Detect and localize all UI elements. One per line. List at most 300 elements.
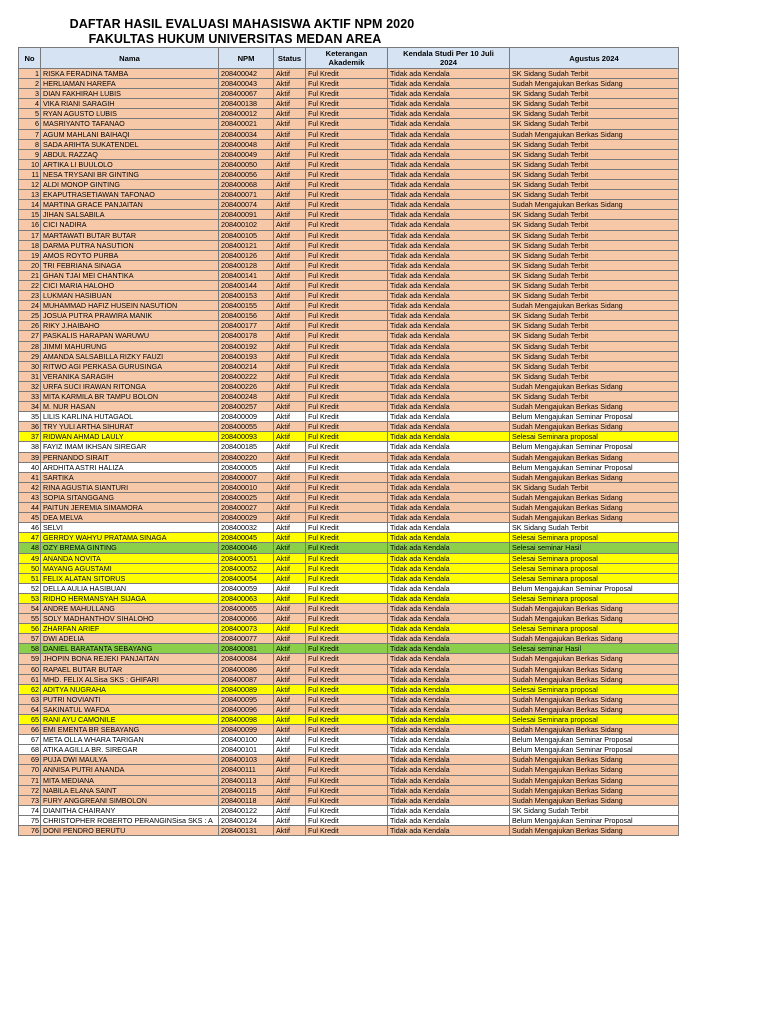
cell-agustus: SK Sidang Sudah Terbit — [510, 331, 679, 341]
cell-kendala: Tidak ada Kendala — [388, 543, 510, 553]
cell-kendala: Tidak ada Kendala — [388, 99, 510, 109]
cell-keterangan: Ful Kredit — [306, 250, 388, 260]
cell-keterangan: Ful Kredit — [306, 69, 388, 79]
cell-kendala: Tidak ada Kendala — [388, 180, 510, 190]
table-row — [19, 260, 679, 270]
cell-npm: 208400222 — [219, 371, 274, 381]
cell-npm: 208400045 — [219, 533, 274, 543]
table-row — [19, 826, 679, 836]
cell-nama: RANI AYU CAMONILE — [41, 715, 219, 725]
cell-npm: 208400010 — [219, 482, 274, 492]
cell-npm: 208400005 — [219, 462, 274, 472]
cell-kendala: Tidak ada Kendala — [388, 311, 510, 321]
cell-npm: 208400046 — [219, 543, 274, 553]
cell-npm: 208400115 — [219, 785, 274, 795]
cell-npm: 208400050 — [219, 159, 274, 169]
cell-keterangan: Ful Kredit — [306, 270, 388, 280]
cell-status: Aktif — [274, 624, 306, 634]
cell-agustus: SK Sidang Sudah Terbit — [510, 523, 679, 533]
cell-agustus: SK Sidang Sudah Terbit — [510, 250, 679, 260]
table-row — [19, 563, 679, 573]
cell-no: 12 — [19, 180, 41, 190]
cell-agustus: SK Sidang Sudah Terbit — [510, 159, 679, 169]
cell-no: 58 — [19, 644, 41, 654]
cell-npm: 208400087 — [219, 674, 274, 684]
cell-kendala: Tidak ada Kendala — [388, 200, 510, 210]
table-row — [19, 725, 679, 735]
cell-npm: 208400178 — [219, 331, 274, 341]
cell-nama: SAKINATUL WAFDA — [41, 704, 219, 714]
cell-status: Aktif — [274, 412, 306, 422]
cell-status: Aktif — [274, 402, 306, 412]
cell-npm: 208400100 — [219, 735, 274, 745]
cell-agustus: SK Sidang Sudah Terbit — [510, 180, 679, 190]
cell-agustus: Sudah Mengajukan Berkas Sidang — [510, 725, 679, 735]
cell-nama: AMOS ROYTO PURBA — [41, 250, 219, 260]
cell-npm: 208400084 — [219, 654, 274, 664]
cell-no: 61 — [19, 674, 41, 684]
table-row — [19, 381, 679, 391]
cell-kendala: Tidak ada Kendala — [388, 432, 510, 442]
cell-no: 52 — [19, 583, 41, 593]
cell-status: Aktif — [274, 553, 306, 563]
table-row — [19, 220, 679, 230]
cell-nama: DIANITHA CHAIRANY — [41, 805, 219, 815]
cell-nama: ADITYA NUGRAHA — [41, 684, 219, 694]
cell-kendala: Tidak ada Kendala — [388, 442, 510, 452]
cell-kendala: Tidak ada Kendala — [388, 260, 510, 270]
cell-kendala: Tidak ada Kendala — [388, 392, 510, 402]
cell-kendala: Tidak ada Kendala — [388, 553, 510, 563]
cell-keterangan: Ful Kredit — [306, 311, 388, 321]
table-row — [19, 482, 679, 492]
cell-keterangan: Ful Kredit — [306, 392, 388, 402]
cell-keterangan: Ful Kredit — [306, 321, 388, 331]
cell-no: 76 — [19, 826, 41, 836]
cell-status: Aktif — [274, 321, 306, 331]
cell-npm: 208400257 — [219, 402, 274, 412]
table-row — [19, 240, 679, 250]
cell-kendala: Tidak ada Kendala — [388, 240, 510, 250]
cell-agustus: Belum Mengajukan Seminar Proposal — [510, 462, 679, 472]
table-row — [19, 805, 679, 815]
cell-status: Aktif — [274, 543, 306, 553]
cell-status: Aktif — [274, 492, 306, 502]
table-row — [19, 694, 679, 704]
table-row — [19, 250, 679, 260]
cell-kendala: Tidak ada Kendala — [388, 603, 510, 613]
cell-no: 41 — [19, 472, 41, 482]
cell-no: 66 — [19, 725, 41, 735]
cell-npm: 208400095 — [219, 694, 274, 704]
cell-keterangan: Ful Kredit — [306, 664, 388, 674]
table-row — [19, 321, 679, 331]
cell-nama: DELLA AULIA HASIBUAN — [41, 583, 219, 593]
cell-keterangan: Ful Kredit — [306, 533, 388, 543]
cell-kendala: Tidak ada Kendala — [388, 230, 510, 240]
cell-nama: ATIKA AGILLA BR. SIREGAR — [41, 745, 219, 755]
cell-agustus: Selesai seminar Hasil — [510, 644, 679, 654]
col-header-keterangan: Keterangan Akademik — [306, 48, 388, 69]
cell-keterangan: Ful Kredit — [306, 280, 388, 290]
cell-agustus: SK Sidang Sudah Terbit — [510, 321, 679, 331]
cell-agustus: Sudah Mengajukan Berkas Sidang — [510, 694, 679, 704]
cell-kendala: Tidak ada Kendala — [388, 694, 510, 704]
cell-keterangan: Ful Kredit — [306, 563, 388, 573]
cell-npm: 208400141 — [219, 270, 274, 280]
cell-status: Aktif — [274, 190, 306, 200]
cell-keterangan: Ful Kredit — [306, 200, 388, 210]
cell-npm: 208400131 — [219, 826, 274, 836]
cell-nama: PERNANDO SIRAIT — [41, 452, 219, 462]
cell-no: 26 — [19, 321, 41, 331]
cell-agustus: Belum Mengajukan Seminar Proposal — [510, 745, 679, 755]
cell-agustus: Sudah Mengajukan Berkas Sidang — [510, 775, 679, 785]
cell-no: 15 — [19, 210, 41, 220]
cell-nama: CICI MARIA HALOHO — [41, 280, 219, 290]
cell-status: Aktif — [274, 462, 306, 472]
cell-npm: 208400089 — [219, 684, 274, 694]
cell-no: 28 — [19, 341, 41, 351]
cell-kendala: Tidak ada Kendala — [388, 341, 510, 351]
cell-kendala: Tidak ada Kendala — [388, 250, 510, 260]
cell-kendala: Tidak ada Kendala — [388, 321, 510, 331]
cell-nama: META OLLA WHARA TARIGAN — [41, 735, 219, 745]
cell-kendala: Tidak ada Kendala — [388, 190, 510, 200]
cell-no: 63 — [19, 694, 41, 704]
cell-npm: 208400248 — [219, 392, 274, 402]
cell-no: 27 — [19, 331, 41, 341]
cell-status: Aktif — [274, 230, 306, 240]
cell-status: Aktif — [274, 785, 306, 795]
cell-nama: RIKY J.HAIBAHO — [41, 321, 219, 331]
cell-kendala: Tidak ada Kendala — [388, 795, 510, 805]
table-row — [19, 664, 679, 674]
table-row — [19, 704, 679, 714]
cell-nama: FAYIZ IMAM IKHSAN SIREGAR — [41, 442, 219, 452]
cell-no: 1 — [19, 69, 41, 79]
cell-npm: 208400111 — [219, 765, 274, 775]
cell-status: Aktif — [274, 129, 306, 139]
cell-agustus: SK Sidang Sudah Terbit — [510, 361, 679, 371]
table-row — [19, 341, 679, 351]
cell-keterangan: Ful Kredit — [306, 503, 388, 513]
cell-nama: ALDI MONOP GINTING — [41, 180, 219, 190]
cell-agustus: Sudah Mengajukan Berkas Sidang — [510, 826, 679, 836]
cell-agustus: SK Sidang Sudah Terbit — [510, 371, 679, 381]
table-row — [19, 543, 679, 553]
cell-kendala: Tidak ada Kendala — [388, 533, 510, 543]
cell-nama: JIMMI MAHURUNG — [41, 341, 219, 351]
cell-no: 43 — [19, 492, 41, 502]
cell-no: 2 — [19, 79, 41, 89]
cell-agustus: Selesai Seminara proposal — [510, 593, 679, 603]
cell-agustus: SK Sidang Sudah Terbit — [510, 210, 679, 220]
cell-nama: SOLY MADHANTHOV SIHALOHO — [41, 614, 219, 624]
cell-keterangan: Ful Kredit — [306, 402, 388, 412]
cell-agustus: Selesai seminar Hasil — [510, 543, 679, 553]
cell-agustus: Selesai Seminara proposal — [510, 684, 679, 694]
cell-npm: 208400093 — [219, 432, 274, 442]
cell-kendala: Tidak ada Kendala — [388, 593, 510, 603]
cell-no: 16 — [19, 220, 41, 230]
cell-nama: SOPIA SITANGGANG — [41, 492, 219, 502]
cell-nama: DEA MELVA — [41, 513, 219, 523]
table-row — [19, 311, 679, 321]
cell-kendala: Tidak ada Kendala — [388, 210, 510, 220]
cell-keterangan: Ful Kredit — [306, 523, 388, 533]
cell-nama: M. NUR HASAN — [41, 402, 219, 412]
cell-nama: JIHAN SALSABILA — [41, 210, 219, 220]
cell-npm: 208400099 — [219, 725, 274, 735]
cell-no: 29 — [19, 351, 41, 361]
cell-kendala: Tidak ada Kendala — [388, 725, 510, 735]
cell-status: Aktif — [274, 826, 306, 836]
cell-nama: RITWO AGI PERKASA GURUSINGA — [41, 361, 219, 371]
table-row — [19, 624, 679, 634]
cell-npm: 208400066 — [219, 614, 274, 624]
cell-no: 7 — [19, 129, 41, 139]
cell-agustus: Sudah Mengajukan Berkas Sidang — [510, 301, 679, 311]
table-row — [19, 291, 679, 301]
cell-no: 35 — [19, 412, 41, 422]
cell-keterangan: Ful Kredit — [306, 735, 388, 745]
cell-npm: 208400138 — [219, 99, 274, 109]
cell-agustus: Sudah Mengajukan Berkas Sidang — [510, 795, 679, 805]
cell-nama: HERLIAMAN HAREFA — [41, 79, 219, 89]
cell-status: Aktif — [274, 291, 306, 301]
cell-npm: 208400103 — [219, 755, 274, 765]
cell-status: Aktif — [274, 280, 306, 290]
cell-agustus: Selesai Seminara proposal — [510, 563, 679, 573]
cell-status: Aktif — [274, 210, 306, 220]
cell-kendala: Tidak ada Kendala — [388, 654, 510, 664]
cell-npm: 208400096 — [219, 704, 274, 714]
table-row — [19, 523, 679, 533]
cell-npm: 208400226 — [219, 381, 274, 391]
cell-agustus: SK Sidang Sudah Terbit — [510, 341, 679, 351]
cell-nama: PASKALIS HARAPAN WARUWU — [41, 331, 219, 341]
table-row — [19, 533, 679, 543]
cell-nama: PUJA DWI MAULYA — [41, 755, 219, 765]
cell-keterangan: Ful Kredit — [306, 240, 388, 250]
cell-npm: 208400067 — [219, 89, 274, 99]
cell-nama: LUKMAN HASIBUAN — [41, 291, 219, 301]
cell-npm: 208400128 — [219, 260, 274, 270]
cell-no: 4 — [19, 99, 41, 109]
cell-keterangan: Ful Kredit — [306, 634, 388, 644]
table-row — [19, 432, 679, 442]
table-row — [19, 149, 679, 159]
cell-agustus: SK Sidang Sudah Terbit — [510, 220, 679, 230]
cell-kendala: Tidak ada Kendala — [388, 664, 510, 674]
table-row — [19, 775, 679, 785]
table-row — [19, 169, 679, 179]
cell-nama: JOSUA PUTRA PRAWIRA MANIK — [41, 311, 219, 321]
cell-kendala: Tidak ada Kendala — [388, 815, 510, 825]
cell-keterangan: Ful Kredit — [306, 472, 388, 482]
cell-kendala: Tidak ada Kendala — [388, 220, 510, 230]
cell-no: 33 — [19, 392, 41, 402]
cell-npm: 208400101 — [219, 745, 274, 755]
cell-npm: 208400055 — [219, 422, 274, 432]
cell-nama: AMANDA SALSABILLA RIZKY FAUZI — [41, 351, 219, 361]
cell-no: 69 — [19, 755, 41, 765]
cell-no: 24 — [19, 301, 41, 311]
cell-npm: 208400049 — [219, 149, 274, 159]
table-row — [19, 119, 679, 129]
cell-status: Aktif — [274, 311, 306, 321]
cell-kendala: Tidak ada Kendala — [388, 422, 510, 432]
cell-nama: MITA KARMILA BR TAMPU BOLON — [41, 392, 219, 402]
cell-no: 32 — [19, 381, 41, 391]
title-line-1: DAFTAR HASIL EVALUASI MAHASISWA AKTIF NPM 2020 — [69, 17, 415, 31]
cell-agustus: SK Sidang Sudah Terbit — [510, 351, 679, 361]
col-header-agustus: Agustus 2024 — [510, 48, 679, 69]
table-row — [19, 190, 679, 200]
cell-keterangan: Ful Kredit — [306, 159, 388, 169]
cell-keterangan: Ful Kredit — [306, 492, 388, 502]
cell-no: 71 — [19, 775, 41, 785]
cell-status: Aktif — [274, 634, 306, 644]
cell-nama: ARTIKA LI BUULOLO — [41, 159, 219, 169]
cell-status: Aktif — [274, 392, 306, 402]
cell-keterangan: Ful Kredit — [306, 331, 388, 341]
cell-nama: PUTRI NOVIANTI — [41, 694, 219, 704]
cell-agustus: Belum Mengajukan Seminar Proposal — [510, 735, 679, 745]
table-row — [19, 654, 679, 664]
cell-status: Aktif — [274, 69, 306, 79]
table-row — [19, 230, 679, 240]
cell-npm: 208400029 — [219, 513, 274, 523]
cell-nama: RIDHO HERMANSYAH SIJAGA — [41, 593, 219, 603]
cell-keterangan: Ful Kredit — [306, 169, 388, 179]
cell-no: 60 — [19, 664, 41, 674]
cell-status: Aktif — [274, 765, 306, 775]
table-row — [19, 735, 679, 745]
table-row — [19, 331, 679, 341]
cell-no: 54 — [19, 603, 41, 613]
cell-agustus: SK Sidang Sudah Terbit — [510, 89, 679, 99]
cell-nama: CICI NADIRA — [41, 220, 219, 230]
cell-no: 74 — [19, 805, 41, 815]
cell-status: Aktif — [274, 593, 306, 603]
cell-no: 64 — [19, 704, 41, 714]
cell-npm: 208400214 — [219, 361, 274, 371]
cell-nama: RAPAEL BUTAR BUTAR — [41, 664, 219, 674]
cell-status: Aktif — [274, 805, 306, 815]
cell-keterangan: Ful Kredit — [306, 684, 388, 694]
cell-npm: 208400065 — [219, 603, 274, 613]
cell-nama: TRY YULI ARTHA SIHURAT — [41, 422, 219, 432]
cell-kendala: Tidak ada Kendala — [388, 826, 510, 836]
cell-kendala: Tidak ada Kendala — [388, 583, 510, 593]
cell-keterangan: Ful Kredit — [306, 785, 388, 795]
table-row — [19, 210, 679, 220]
cell-status: Aktif — [274, 674, 306, 684]
cell-status: Aktif — [274, 614, 306, 624]
cell-npm: 208400091 — [219, 210, 274, 220]
cell-no: 57 — [19, 634, 41, 644]
cell-status: Aktif — [274, 452, 306, 462]
cell-status: Aktif — [274, 735, 306, 745]
cell-no: 20 — [19, 260, 41, 270]
cell-agustus: Selesai Seminara proposal — [510, 573, 679, 583]
cell-keterangan: Ful Kredit — [306, 553, 388, 563]
cell-nama: LILIS KARLINA HUTAGAOL — [41, 412, 219, 422]
cell-no: 8 — [19, 139, 41, 149]
cell-keterangan: Ful Kredit — [306, 129, 388, 139]
cell-agustus: SK Sidang Sudah Terbit — [510, 260, 679, 270]
cell-status: Aktif — [274, 583, 306, 593]
cell-no: 62 — [19, 684, 41, 694]
cell-npm: 208400012 — [219, 109, 274, 119]
cell-kendala: Tidak ada Kendala — [388, 785, 510, 795]
table-row — [19, 674, 679, 684]
cell-keterangan: Ful Kredit — [306, 371, 388, 381]
cell-nama: DIAN FAKHIRAH LUBIS — [41, 89, 219, 99]
cell-status: Aktif — [274, 795, 306, 805]
cell-kendala: Tidak ada Kendala — [388, 139, 510, 149]
cell-kendala: Tidak ada Kendala — [388, 805, 510, 815]
cell-status: Aktif — [274, 533, 306, 543]
cell-status: Aktif — [274, 240, 306, 250]
table-row — [19, 351, 679, 361]
cell-nama: RINA AGUSTIA SIANTURI — [41, 482, 219, 492]
cell-agustus: Sudah Mengajukan Berkas Sidang — [510, 654, 679, 664]
table-row — [19, 270, 679, 280]
cell-nama: ANANDA NOVITA — [41, 553, 219, 563]
cell-kendala: Tidak ada Kendala — [388, 715, 510, 725]
cell-no: 75 — [19, 815, 41, 825]
cell-keterangan: Ful Kredit — [306, 89, 388, 99]
cell-status: Aktif — [274, 563, 306, 573]
cell-no: 18 — [19, 240, 41, 250]
cell-status: Aktif — [274, 159, 306, 169]
table-row — [19, 422, 679, 432]
table-row — [19, 139, 679, 149]
cell-no: 47 — [19, 533, 41, 543]
cell-kendala: Tidak ada Kendala — [388, 644, 510, 654]
cell-no: 23 — [19, 291, 41, 301]
cell-nama: RYAN AGUSTO LUBIS — [41, 109, 219, 119]
cell-keterangan: Ful Kredit — [306, 654, 388, 664]
table-row — [19, 745, 679, 755]
cell-no: 73 — [19, 795, 41, 805]
cell-kendala: Tidak ada Kendala — [388, 169, 510, 179]
cell-npm: 208400122 — [219, 805, 274, 815]
cell-kendala: Tidak ada Kendala — [388, 149, 510, 159]
cell-status: Aktif — [274, 270, 306, 280]
cell-no: 38 — [19, 442, 41, 452]
cell-nama: RISKA FERADINA TAMBA — [41, 69, 219, 79]
cell-kendala: Tidak ada Kendala — [388, 704, 510, 714]
cell-agustus: Belum Mengajukan Seminar Proposal — [510, 412, 679, 422]
cell-status: Aktif — [274, 442, 306, 452]
cell-kendala: Tidak ada Kendala — [388, 624, 510, 634]
cell-agustus: Sudah Mengajukan Berkas Sidang — [510, 765, 679, 775]
cell-keterangan: Ful Kredit — [306, 614, 388, 624]
cell-keterangan: Ful Kredit — [306, 99, 388, 109]
cell-keterangan: Ful Kredit — [306, 381, 388, 391]
cell-npm: 208400034 — [219, 129, 274, 139]
cell-npm: 208400155 — [219, 301, 274, 311]
cell-npm: 208400126 — [219, 250, 274, 260]
cell-no: 39 — [19, 452, 41, 462]
cell-keterangan: Ful Kredit — [306, 583, 388, 593]
cell-kendala: Tidak ada Kendala — [388, 634, 510, 644]
cell-status: Aktif — [274, 351, 306, 361]
